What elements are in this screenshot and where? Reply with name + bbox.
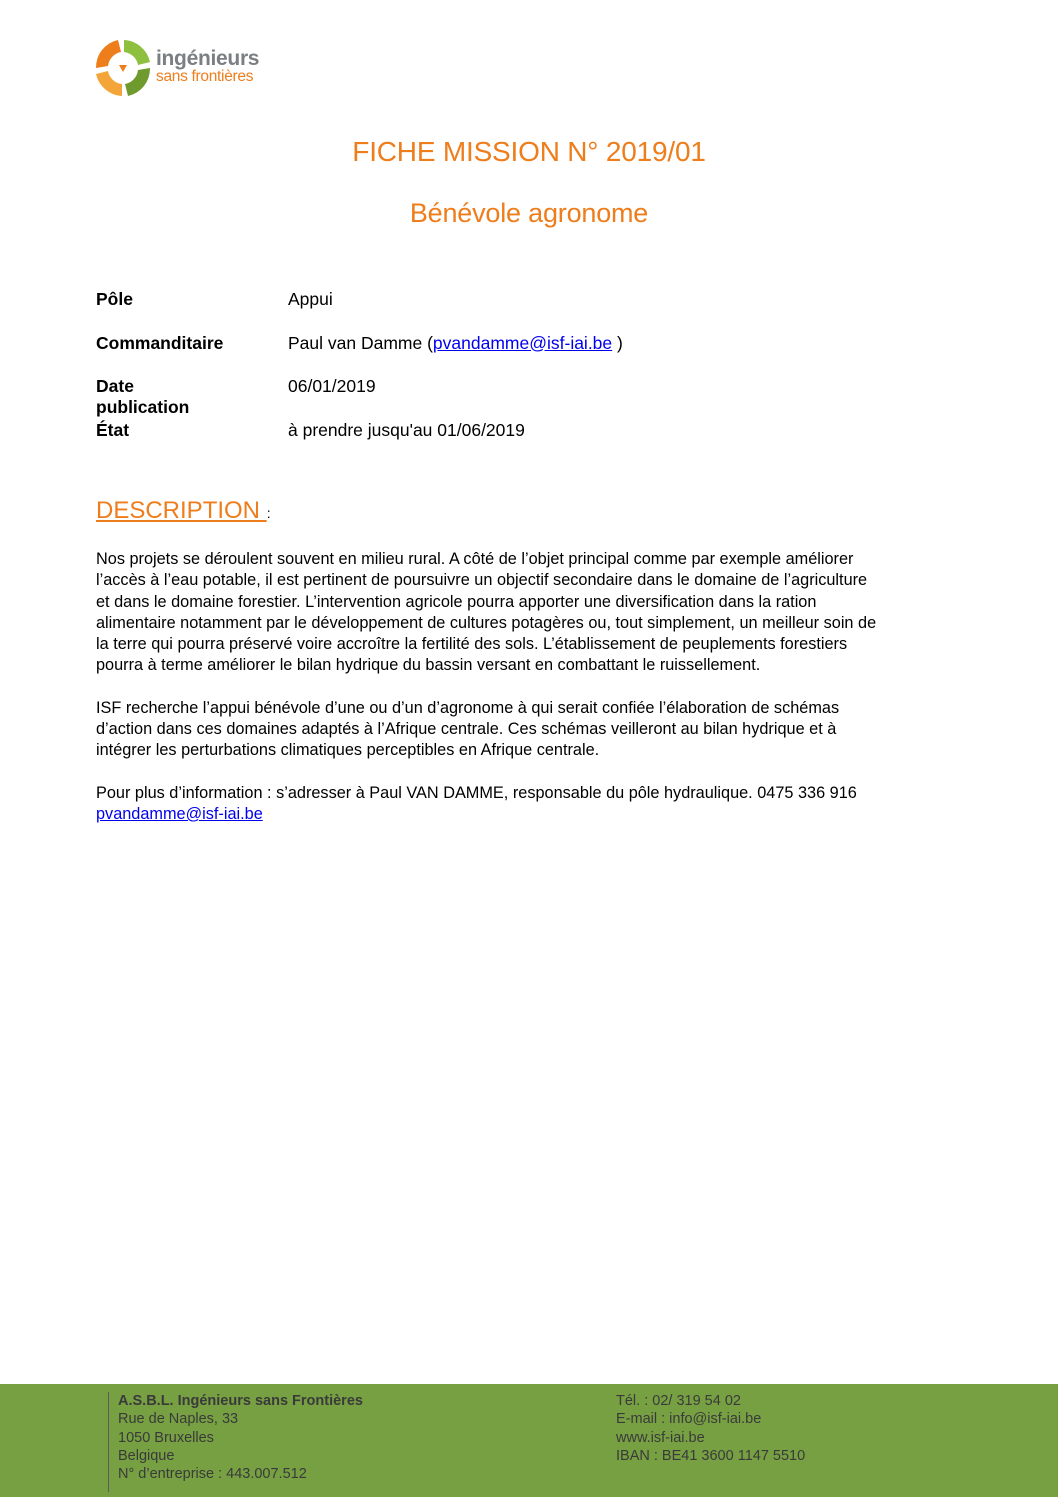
commanditaire-value [288, 333, 623, 354]
footer-iban: IBAN : BE41 3600 1147 5510 [616, 1447, 806, 1464]
paragraph-line: Nos projets se déroulent souvent en milieu rural. A côté de l’objet principal comme par exemple améliorer [96, 550, 854, 568]
logo-subtitle: sans frontières [156, 68, 254, 85]
footer-contact [616, 1392, 805, 1465]
paragraph-line: intégrer les perturbations climatiques perceptibles en Afrique centrale. [96, 741, 600, 760]
paragraph-line: et dans le domaine forestier. L’intervention agricole pourra apporter une diversification dans la ration [96, 592, 817, 611]
page-subtitle: Bénévole agronome [409, 198, 649, 228]
paragraph-line: alimentaire notamment par le développement de cultures potagères ou, tout simplement, un meilleur soin de [96, 613, 877, 632]
footer-address [118, 1392, 363, 1483]
description-heading [96, 497, 271, 525]
commanditaire-close: ) [612, 332, 623, 353]
footer-web: www.isf-iai.be [616, 1429, 705, 1446]
footer-city: 1050 Bruxelles [118, 1429, 214, 1446]
paragraph-line: l’accès à l’eau potable, il est pertinent de poursuivre un objectif secondaire dans le domaine de l’agriculture [96, 571, 868, 590]
footer-email: E-mail : info@isf-iai.be [616, 1411, 762, 1428]
isf-logo [92, 32, 292, 106]
page-footer [0, 1384, 1058, 1497]
description-heading-text: DESCRIPTION [96, 497, 267, 524]
commanditaire-email-link[interactable]: pvandamme@isf-iai.be [432, 332, 613, 353]
paragraph-line: ISF recherche l’appui bénévole d’une ou d’un d’agronome à qui serait confiée l’élaboration de schémas [96, 698, 840, 717]
etat-value: à prendre jusqu'au 01/06/2019 [288, 419, 525, 440]
date-value: 06/01/2019 [288, 376, 376, 396]
commanditaire-label: Commanditaire [96, 332, 224, 353]
logo-name: ingénieurs [156, 47, 260, 70]
pole-label: Pôle [96, 289, 133, 309]
footer-divider [108, 1392, 109, 1492]
contact-line: Pour plus d’information : s’adresser à Paul VAN DAMME, responsable du pôle hydraulique. 0475 336 916 [96, 783, 857, 802]
etat-label: État [96, 419, 130, 440]
footer-street: Rue de Naples, 33 [118, 1411, 239, 1428]
footer-tel: Tél. : 02/ 319 54 02 [616, 1393, 741, 1409]
commanditaire-name: Paul van Damme ( [288, 332, 433, 353]
contact-email-link[interactable]: pvandamme@isf-iai.be [96, 804, 263, 823]
paragraph-line: pourra à terme améliorer le bilan hydrique du bassin versant en combattant le ruissellement. [96, 656, 761, 675]
description-paragraph-2 [96, 698, 976, 762]
page-title: FICHE MISSION N° 2019/01 [352, 136, 706, 167]
description-paragraph-1 [96, 549, 976, 677]
date-label: Date publication [96, 376, 190, 417]
footer-company-no: N° d’entreprise : 443.007.512 [118, 1466, 307, 1483]
description-paragraph-3 [96, 783, 976, 826]
footer-org: A.S.B.L. Ingénieurs sans Frontières [118, 1393, 363, 1409]
description-colon: : [266, 505, 271, 521]
isf-logo-icon [92, 32, 156, 106]
paragraph-line: la terre qui pourra préservé voire accroître la fertilité des sols. L’établissement de peuplements forestiers [96, 635, 848, 654]
footer-country: Belgique [118, 1447, 175, 1464]
paragraph-line: d’action dans ces domaines adaptés à l’Afrique centrale. Ces schémas veilleront au bilan hydrique et à [96, 720, 837, 739]
description-body [96, 549, 976, 846]
pole-value: Appui [288, 289, 333, 309]
